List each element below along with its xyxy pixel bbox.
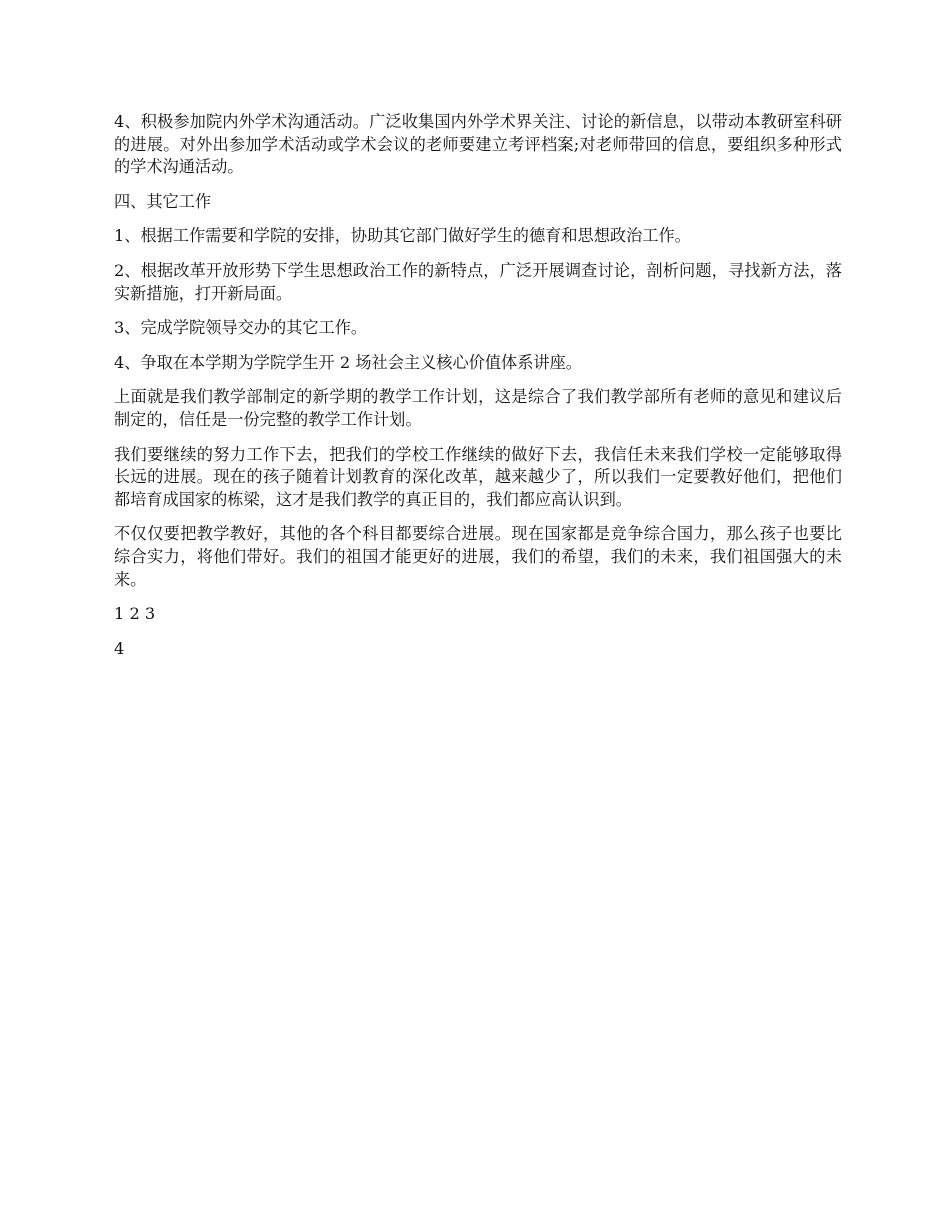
paragraph-moral-education: 1、根据工作需要和学院的安排，协助其它部门做好学生的德育和思想政治工作。 xyxy=(114,226,691,246)
paragraph-plan-summary: 上面就是我们教学部制定的新学期的教学工作计划，这是综合了我们教学部所有老师的意见和建议后制定的，信任是一份完整的教学工作计划。 xyxy=(114,387,842,429)
paragraph-lectures: 4、争取在本学期为学院学生开 2 场社会主义核心价值体系讲座。 xyxy=(114,352,582,372)
paragraph-political-work: 2、根据改革开放形势下学生思想政治工作的新特点，广泛开展调查讨论，剖析问题，寻找新方法，落实新措施，打开新局面。 xyxy=(114,260,842,303)
page-numbers-line-1: 1 2 3 xyxy=(114,604,156,624)
paragraph-comprehensive-development: 不仅仅要把教学教好，其他的各个科目都要综合进展。现在国家都是竞争综合国力，那么孩子也要比综合实力，将他们带好。我们的祖国才能更好的进展，我们的希望，我们的未来，我们祖国强大的未来。 xyxy=(114,524,842,589)
section-heading-other-work: 四、其它工作 xyxy=(114,191,212,211)
paragraph-assigned-tasks: 3、完成学院领导交办的其它工作。 xyxy=(114,318,368,338)
document-page xyxy=(114,111,842,672)
paragraph-continue-work: 我们要继续的努力工作下去，把我们的学校工作继续的做好下去，我信任未来我们学校一定能够取得长远的进展。现在的孩子随着计划教育的深化改革，越来越少了，所以我们一定要教好他们，把他们都培育成国家的栋梁，这才是我们教学的真正目的，我们都应高认识到。 xyxy=(114,444,842,509)
page-numbers-line-2: 4 xyxy=(114,638,125,658)
paragraph-academic-exchange: 4、积极参加院内外学术沟通活动。广泛收集国内外学术界关注、讨论的新信息，以带动本教研室科研的进展。对外出参加学术活动或学术会议的老师要建立考评档案;对老师带回的信息，要组织多种形式的学术沟通活动。 xyxy=(114,112,842,177)
